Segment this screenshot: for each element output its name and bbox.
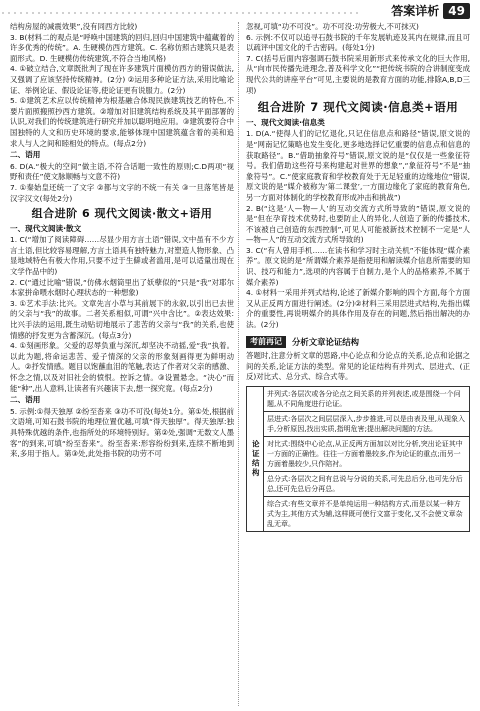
table-row: 并列式:各层次或各分论点之间关系的并列表述,或是围绕一个问题,从不同角度进行论证。 [264, 387, 469, 412]
paragraph: 5. 示例:①得天独厚 ②纷至沓来 ③功不可没(每处1分。第①处,根据前文语境,可知石鼓书院的地理位置优越,可填“得天独厚”。得天独厚:独具特殊优越的条件,也指所处的环境特别好。第②处,强调“无数文人墨客”的到来,可填“纷至沓来”。纷至沓来:形容纷纷到来,连续不断地到来,多用于指人。第③处,此处指书院的功劳不可 [10, 406, 234, 459]
paragraph: 4. ①破立结合,文章既批判了现在许多建筑片面模仿西方的错误做法,又强调了应该坚持传统精神。(2分) ②运用多种论证方法,采用比喻论证、举例论证、假设论证等,使论证更有说服力。(2分) [10, 64, 234, 95]
paragraph: 答题时,注意分析文章的思路,中心论点和分论点的关系,论点和论据之间的关系,论证方法的类型。常见的论证结构有并列式、层进式、(正反)对比式、总分式、综合式等。 [246, 351, 470, 382]
left-column [10, 22, 234, 460]
table-row: 总分式:各层次之间有总说与分说的关系,可先总后分,也可先分后总,还可先总后分再总。 [264, 472, 469, 497]
section-heading: 一、现代文阅读·信息类 [246, 117, 325, 127]
paragraph: 7. ①秦始皇还统一了文字 ②都与文字的不统一有关 ③一旦落笔皆是汉字汉文(每处2分) [10, 182, 234, 203]
paragraph: 1. D(A.“使得人们的记忆退化,只记住信息点和路径”错误,原文说的是“网南记忆策略也发生变化,更多地选择记忆重要的信息点和信息的获取路径”。B.“借助抽象符号”错误,原文说的是“仅仅是一些象征符号。我们借助这些符号来构建起对世界的想象”,“象征符号”不是“抽象符号”。C.“使家庭教育和学校教育处于无足轻重的边缘地位”错误,原文说的是“媒介被称为‘第二课堂’,一方面边缘化了家庭的教育角色,另一方面对体制化的学校教育形成冲击和挑战”) [246, 129, 470, 202]
structure-table [246, 386, 470, 532]
exam-tip-tag: 考前再记 [246, 336, 286, 349]
paragraph: 3. B(材料二的观点是“呼唤中国建筑的回归,回归中国建筑中蕴藏着的许多优秀的传统”。A. 生硬模仿西方建筑。C. 名称仿照古建筑只是表面形式。D. 生硬模仿传统建筑,不符合当地风格) [10, 32, 234, 63]
page-header [391, 2, 470, 19]
paragraph: 1. C(“增加了阅读障碍……尽显少用方言土语”错误,文中虽有不少方言土语,但比较容易理解,方言土语具有独特魅力,对塑造人物形象、凸显地域特色有极大作用,只要不过于生僻或者滥用,是可以适量出现在文学作品中的) [10, 235, 234, 277]
exam-tip-header [246, 336, 470, 349]
table-row: 层进式:各层次之间层层深入,步步推进,可以是由表及里,从现象入手,分析原因,找出实质,指明危害;提出解决问题的方法。 [264, 412, 469, 437]
paragraph: 4. ①刻画形象。父爱的忍辱负重与深沉,却坚决不动摇,爱“我”执着。以此为题,将命运悲苦、爱子情深的父亲的形象刻画得更为鲜明动人。②抒发情感。题目以饱蘸血泪的笔触,表达了作者对父亲的感激、怀念之情,以及对旧社会的愤恨。控诉之情。③设置悬念。“决心”而能“种”,出人意料,让读者有兴趣读下去,想一探究竟。(每点2分) [10, 341, 234, 393]
paragraph: 6. D(A.“极大的空间”做主语,不符合话题一致性的原则;C.D两项“视野和责任”使文脉顺畅与文意不符) [10, 161, 234, 182]
section-heading: 二、语用 [10, 395, 41, 405]
paragraph: 结构房屋的减震效果”,没有同西方比较) [10, 22, 138, 31]
exam-tip-title: 分析文章论证结构 [292, 336, 359, 347]
right-column [246, 22, 470, 532]
section-heading: 二、语用 [10, 150, 41, 160]
paragraph: 7. C(括号后面内容强调石鼓书院采用新形式来传承文化的巨大作用,从“向市民传播先进理念,普及科学文化”“把传统书院的合讲制度变成现代公共的讲座平台”可见,主要说的是教育方面的功能,排除A,B,D三项) [246, 53, 470, 95]
paragraph: 3. C(“有人曾用手机……在读书和学习时主动关机”不能体现“媒介素养”。原文说的是“所谓媒介素养是指使用和解读媒介信息所需要的知识、技巧和能力”,选项的内容属于自制力,是个人的品格素养,不属于媒介素养) [246, 245, 470, 287]
paragraph: 2. B(“这是‘人—物—人’的互动交流方式所导致的”错误,原文说的是“但在孕育技术优势时,也要防止人的异化,人创造了新的传播技术,不该被自己创造的东西控制”,可见人可能被新技术控制不一定是“人—物—人”的互动交流方式所导致的) [246, 203, 470, 245]
paragraph: 3. ①艺术手法:比兴。文章先言小草与其前展下的永叙,以引出已去世的父亲与“我”的故事。二者关系相似,可谓“兴中含比”。②表达效果:比兴手法的运用,既生动贴切地展示了悲苦的父亲与“我”的关系,也使情感的抒发更为含蓄深沉。(每点3分) [10, 298, 234, 340]
paragraph: 6. 示例:不仅可以追寻石鼓书院的千年发展轨迹及其内在规律,而且可以疏评中国文化的千古密码。(每处1分) [246, 32, 470, 53]
structure-table-rows [264, 387, 469, 531]
group-banner: 组合进阶 6 现代文阅读·散文+语用 [31, 207, 213, 221]
table-row: 对比式:围绕中心论点,从正反两方面加以对比分析,突出论证其中一方面的正确性。往往一方面着墨较多,作为论证的重点;而另一方面着墨较少,只作陪衬。 [264, 437, 469, 472]
group-banner: 组合进阶 7 现代文阅读·信息类+语用 [257, 100, 459, 115]
header-rule [0, 12, 360, 14]
paragraph: 5. ①建筑艺术应以传统精神为根基融合体现民族建筑技艺的特色,不要片面照搬照抄西方建筑。②增加对旧建筑结构系统及其平面部署的认识,对我们的传统建筑进行研究并加以聪明地应用。③建筑要符合中国独特的人文和历史环境的要求,能够体现中国建筑蕴含着的美和追求人与人之间和睦相处的特点。(每点2分) [10, 96, 234, 148]
page-number: 49 [443, 3, 470, 19]
paragraph: 2. C(“通过比喻”错误,“仿佛水烟筒里出了妖孽似的”只是“我”对耶尔本家拼命喂水烟时心理状态的一种想象) [10, 277, 234, 298]
table-row: 综合式:有些文章并不是单纯运用一种结构方式,而是以某一种方式为主,其他方式为辅,这样既可使行文富于变化,又不会使文章杂乱无章。 [267, 500, 463, 528]
section-heading: 一、现代文阅读·散文 [10, 223, 82, 233]
paragraph: 忽视,可填“功不可没”。功不可没:功劳极大,不可抹灭) [246, 22, 419, 31]
column-divider [238, 22, 239, 706]
paragraph: 4. ①材料一采用并列式结构,论述了新媒介影响的四个方面,每个方面又从正反两方面进行阐述。(2分)②材料三采用层进式结构,先指出媒介的重要性,再说明媒介的具体作用及存在的问题,然后指出解决的办法。(2分) [246, 288, 470, 330]
structure-table-label: 论证结构 [247, 387, 264, 531]
header-title: 答案详析 [391, 4, 440, 18]
